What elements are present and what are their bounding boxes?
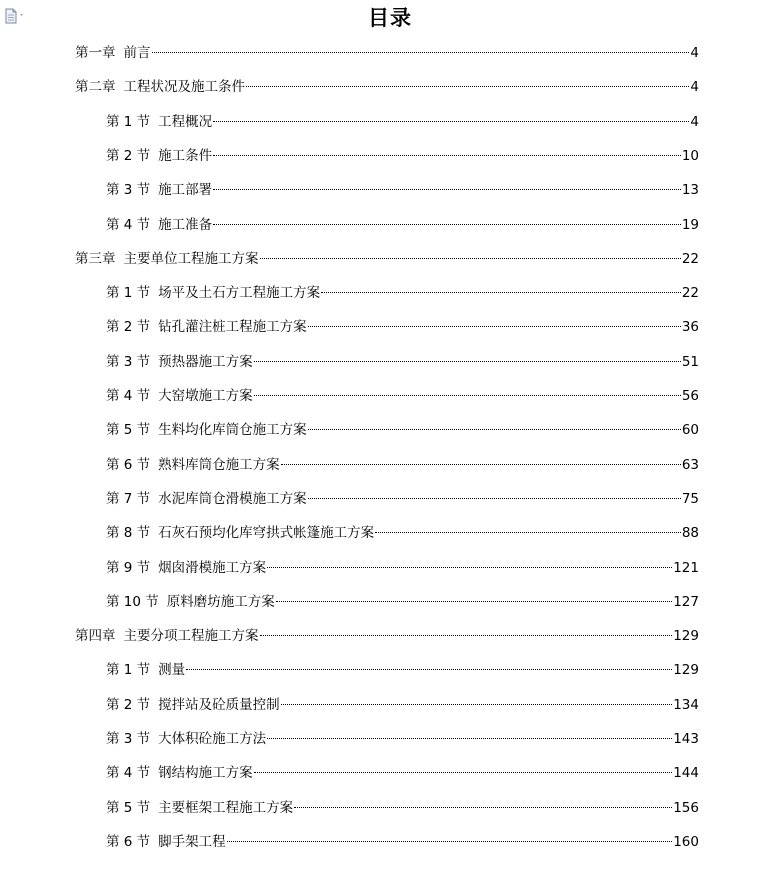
toc-entry-label: 施工部署 [158,182,213,199]
toc-page-number: 22 [681,285,699,302]
toc-entry-number: 第 5 节 [106,799,151,816]
toc-entry-label: 生料均化库筒仓施工方案 [158,422,307,439]
toc-entry[interactable] [106,144,699,168]
toc-page-number: 121 [673,559,699,576]
toc-entry[interactable] [75,624,699,648]
toc-entry[interactable] [106,487,699,511]
dot-leader [213,189,681,190]
toc-entry[interactable] [106,727,699,751]
toc-entry-label: 搅拌站及砼质量控制 [158,696,280,713]
toc-entry-title [106,178,212,202]
toc-entry[interactable] [106,761,699,785]
toc-entry-label: 工程概况 [158,113,213,130]
toc-entry[interactable] [106,693,699,717]
toc-entry[interactable] [106,315,699,339]
toc-entry-title [106,658,185,682]
toc-entry[interactable] [75,75,699,99]
toc-page-number: 127 [673,593,699,610]
dot-leader [152,52,690,53]
toc-entry-number: 第三章 [75,250,116,267]
dot-leader [321,292,681,293]
toc-entry-number: 第 8 节 [106,525,151,542]
toc-entry-label: 前言 [123,45,151,61]
toc-entry[interactable] [75,41,699,65]
toc-entry-label: 石灰石预均化库穹拱式帐篷施工方案 [158,525,375,542]
toc-page-number: 129 [673,662,699,679]
toc-entry[interactable] [106,213,699,237]
toc-entry-number: 第二章 [75,79,116,96]
dot-leader [276,601,672,602]
toc-entry-number: 第 6 节 [106,833,151,850]
dot-leader [213,224,681,225]
toc-entry[interactable] [106,658,699,682]
toc-entry-number: 第 2 节 [106,147,151,164]
toc-entry-title [106,521,374,545]
toc-entry-number: 第 4 节 [106,765,151,782]
toc-entry-number: 第 1 节 [106,113,151,130]
toc-entry-title [106,830,226,854]
toc-entry-label: 水泥库筒仓滑模施工方案 [158,490,307,507]
toc-page-number: 22 [681,250,699,267]
toc-page-number: 13 [681,182,699,199]
toc-entry-number: 第一章 [75,45,116,61]
toc-page-number: 144 [673,765,699,782]
toc-entry-title [106,315,307,339]
toc-entry-label: 工程状况及施工条件 [123,79,245,96]
toc-entry-title [75,75,245,99]
toc-entry-title [106,281,320,305]
dot-leader [246,86,689,87]
toc-entry-title [106,453,280,477]
toc-entry[interactable] [106,384,699,408]
toc-entry-title [106,144,212,168]
toc-entry[interactable] [106,178,699,202]
toc-page-number: 156 [673,799,699,816]
toc-page-number: 134 [673,696,699,713]
dot-leader [186,669,672,670]
toc-entry[interactable] [106,830,699,854]
toc-entry-number: 第 5 节 [106,422,151,439]
toc-entry-label: 预热器施工方案 [158,353,253,370]
toc-page-number: 4 [690,113,699,130]
toc-entry-label: 钻孔灌注桩工程施工方案 [158,319,307,336]
toc-page-number: 51 [681,353,699,370]
toc-entry-number: 第 9 节 [106,559,151,576]
toc-entry-label: 烟囱滑模施工方案 [158,559,267,576]
toc-entry-title [75,247,259,271]
dot-leader [213,155,681,156]
toc-page-number: 10 [681,147,699,164]
dot-leader [308,429,681,430]
toc-entry-number: 第 4 节 [106,388,151,404]
toc-entry-label: 场平及土石方工程施工方案 [158,285,321,302]
toc-entry-number: 第四章 [75,628,116,645]
dot-leader [260,258,681,259]
toc-entry-label: 钢结构施工方案 [158,765,253,782]
toc-entry[interactable] [106,110,699,134]
toc-page-number: 4 [690,45,699,61]
toc-entry-number: 第 4 节 [106,216,151,233]
toc-entry-number: 第 3 节 [106,353,151,370]
toc-entry-number: 第 3 节 [106,731,151,747]
toc-entry-title [106,727,266,751]
toc-entry-number: 第 3 节 [106,182,151,199]
dot-leader [281,464,681,465]
dot-leader [254,361,681,362]
toc-entry-label: 大窑墩施工方案 [158,388,253,404]
toc-entry-title [106,761,253,785]
toc-entry[interactable] [106,418,699,442]
toc-page-number: 60 [681,422,699,439]
toc-entry[interactable] [106,590,699,614]
toc-entry-number: 第 10 节 [106,593,159,610]
dot-leader [254,395,681,396]
toc-entry-label: 施工条件 [158,147,213,164]
toc-entry-title [106,350,253,374]
toc-entry-title [106,590,275,614]
toc-entry-title [106,487,307,511]
dot-leader [308,498,681,499]
toc-entry-label: 测量 [158,662,186,679]
dot-leader [281,704,673,705]
toc-entry-label: 熟料库筒仓施工方案 [158,456,280,473]
toc-page-number: 19 [681,216,699,233]
toc-entry-number: 第 1 节 [106,285,151,302]
toc-entry[interactable] [106,350,699,374]
toc-entry-title [75,624,259,648]
toc-entry-label: 大体积砼施工方法 [158,731,267,747]
toc-entry-title [106,110,212,134]
toc-entry-title [106,384,253,408]
toc-entry-label: 主要框架工程施工方案 [158,799,294,816]
toc-entry-label: 施工准备 [158,216,213,233]
toc-entry-number: 第 6 节 [106,456,151,473]
toc-entry-title [106,796,293,820]
toc-entry-title [106,556,266,580]
toc-page-number: 4 [690,79,699,96]
toc-entry-label: 主要单位工程施工方案 [123,250,259,267]
toc-entry[interactable] [106,521,699,545]
toc-page-number: 56 [681,388,699,404]
toc-entry-label: 脚手架工程 [158,833,226,850]
toc-entry-label: 原料磨坊施工方案 [166,593,275,610]
dot-leader [227,841,673,842]
toc-entry[interactable] [106,453,699,477]
dot-leader [260,635,673,636]
dot-leader [375,532,681,533]
toc-entry-title [106,693,280,717]
toc-entry-number: 第 1 节 [106,662,151,679]
dot-leader [213,121,689,122]
toc-entry-title [106,418,307,442]
toc-page-number: 143 [673,731,699,747]
toc-entry[interactable] [106,796,699,820]
toc-entry-number: 第 2 节 [106,696,151,713]
page-title: 目录 [368,5,412,30]
toc-page-number: 129 [673,628,699,645]
dot-leader [267,567,672,568]
toc-page-number: 63 [681,456,699,473]
toc-entry-label: 主要分项工程施工方案 [123,628,259,645]
toc-entry-number: 第 7 节 [106,490,151,507]
dot-leader [254,772,673,773]
toc-page-number: 160 [673,833,699,850]
toc-page-number: 88 [681,525,699,542]
toc-entry-title [106,213,212,237]
dot-leader [267,738,672,739]
toc-entry[interactable] [106,281,699,305]
dot-leader [308,326,681,327]
toc-entry-title [75,41,151,65]
toc-entry[interactable] [106,556,699,580]
toc-page-number: 36 [681,319,699,336]
toc-entry[interactable] [75,247,699,271]
toc-entry-number: 第 2 节 [106,319,151,336]
toc-page-number: 75 [681,490,699,507]
dot-leader [294,807,672,808]
